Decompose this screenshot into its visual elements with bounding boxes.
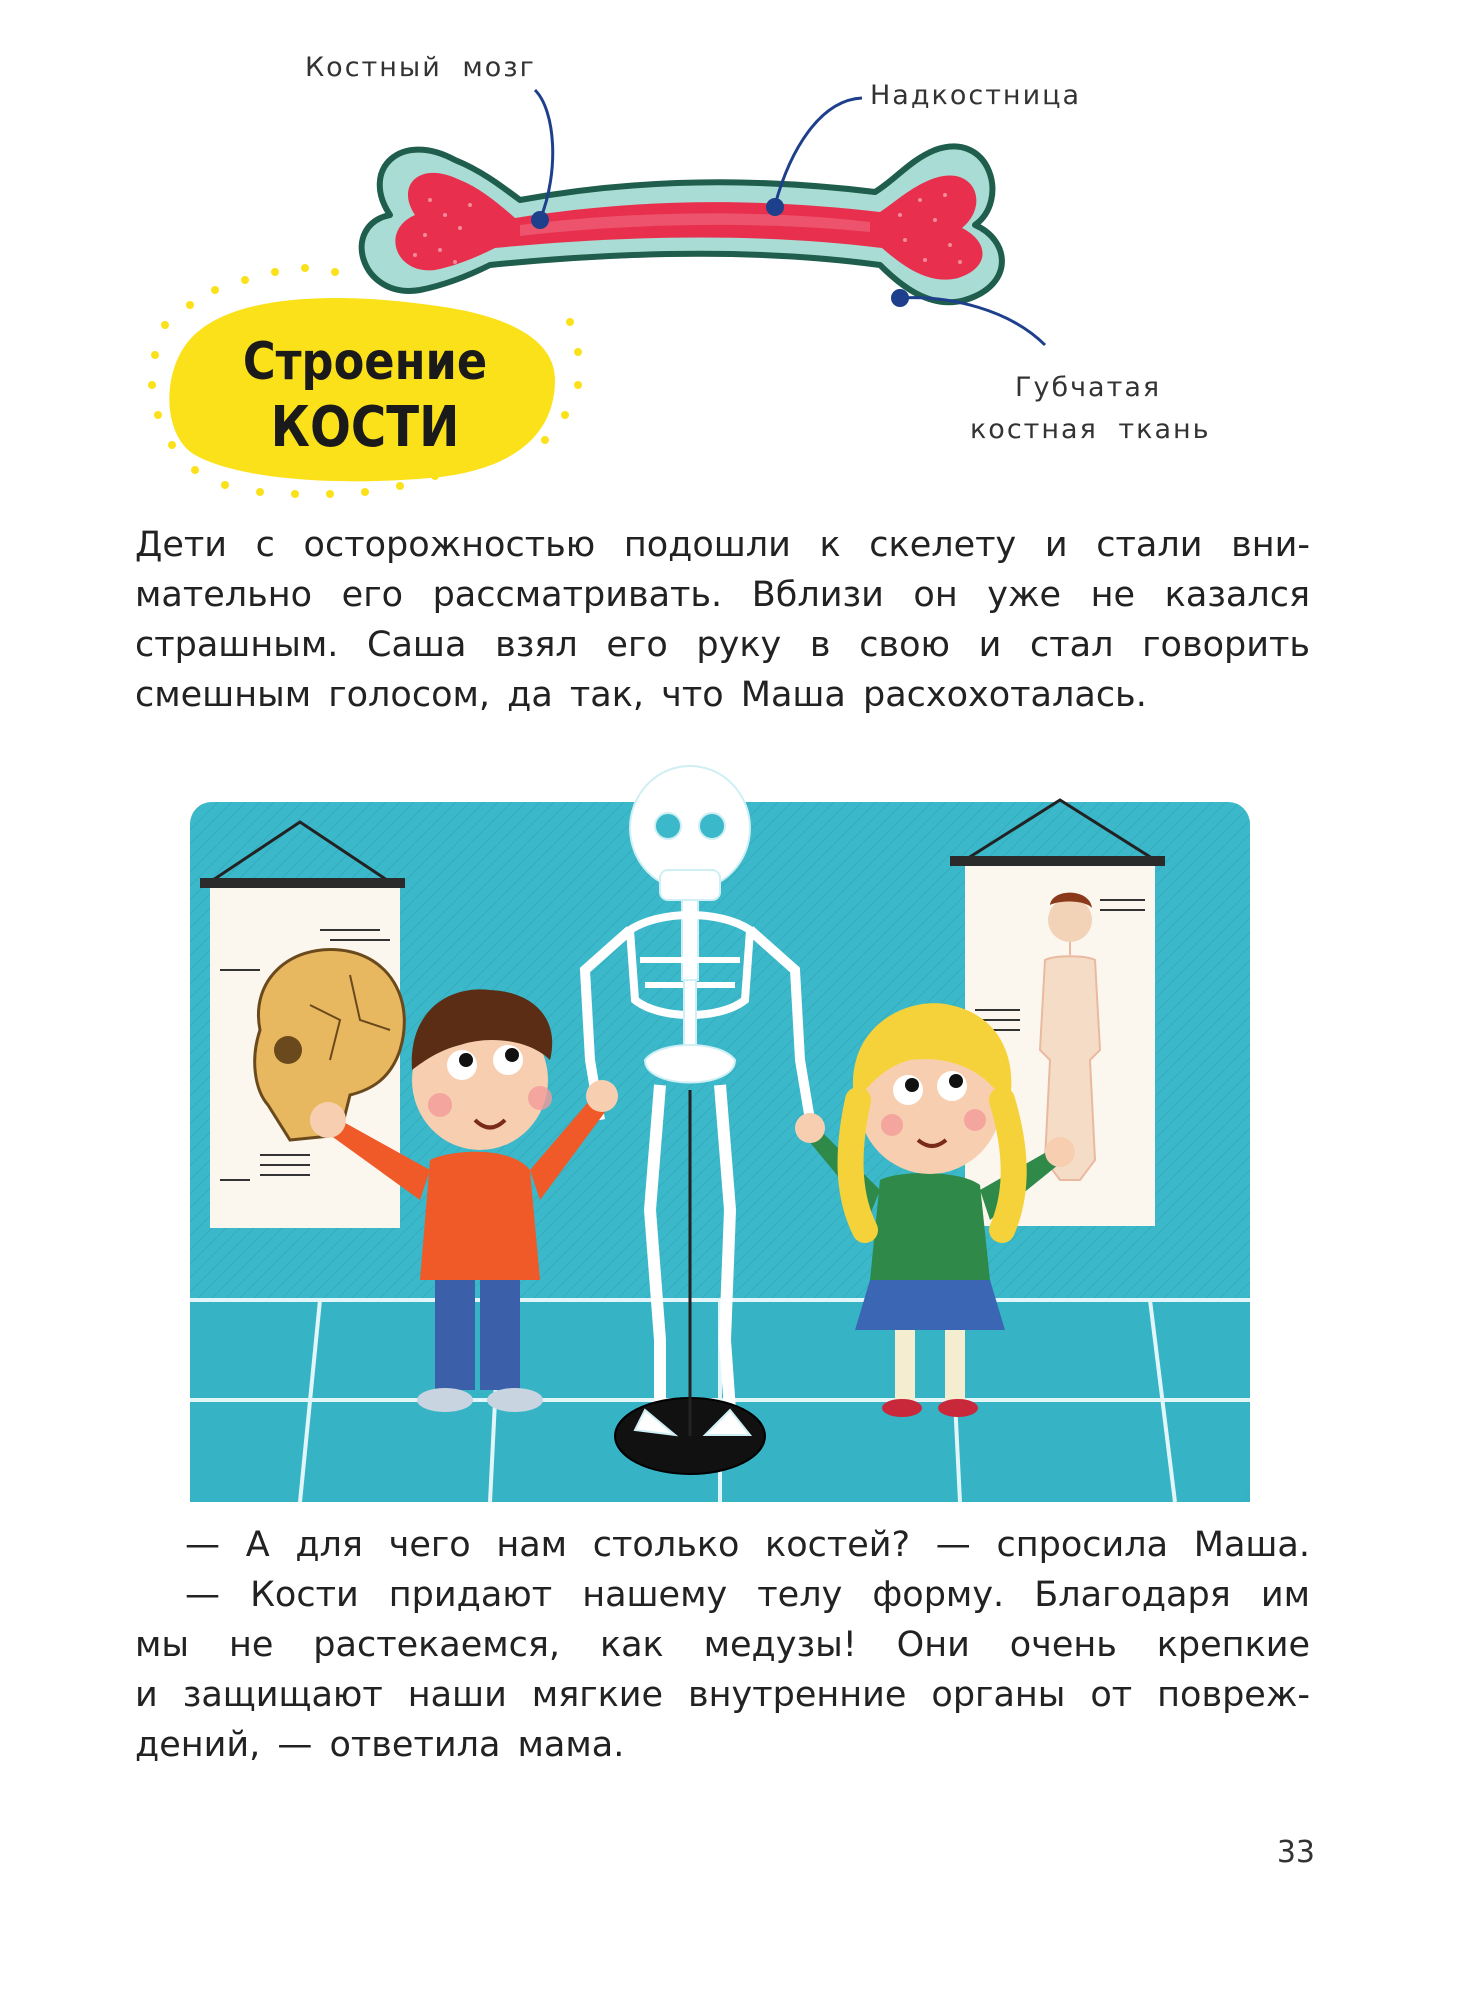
paragraph-2-line: мы не растекаемся, как медузы! Они очень крепкие xyxy=(135,1625,1310,1665)
classroom-illustration xyxy=(190,760,1250,1510)
bone-diagram xyxy=(0,0,1480,500)
paragraph-2-line: и защищают наши мягкие внутренние органы от повреж- xyxy=(135,1675,1310,1715)
paragraph-1-line: мательно его рассматривать. Вблизи он уже не казался xyxy=(135,575,1310,615)
label-bone-marrow: Костный мозг xyxy=(305,52,536,83)
label-spongy-1: Губчатая xyxy=(1015,372,1162,403)
label-periosteum: Надкостница xyxy=(870,80,1082,111)
paragraph-2-line: дений, — ответила мама. xyxy=(135,1725,625,1765)
section-title-line1: Строение xyxy=(242,332,488,392)
bone-icon xyxy=(362,146,1002,302)
section-title-line2: КОСТИ xyxy=(270,395,460,460)
paragraph-2-line: — А для чего нам столько костей? — спросила Маша. xyxy=(185,1525,1310,1565)
page-number: 33 xyxy=(1276,1835,1315,1870)
paragraph-2 xyxy=(135,1520,1310,1770)
paragraph-2-line: — Кости придают нашему телу форму. Благодаря им xyxy=(185,1575,1310,1615)
paragraph-1-line: смешным голосом, да так, что Маша расхохоталась. xyxy=(135,675,1147,715)
skull-poster-icon xyxy=(200,822,405,1228)
paragraph-1-line: Дети с осторожностью подошли к скелету и стали вни- xyxy=(135,525,1310,565)
label-spongy-2: костная ткань xyxy=(970,414,1211,445)
paragraph-1-line: страшным. Саша взял его руку в свою и стал говорить xyxy=(135,625,1310,665)
paragraph-1 xyxy=(135,520,1310,720)
